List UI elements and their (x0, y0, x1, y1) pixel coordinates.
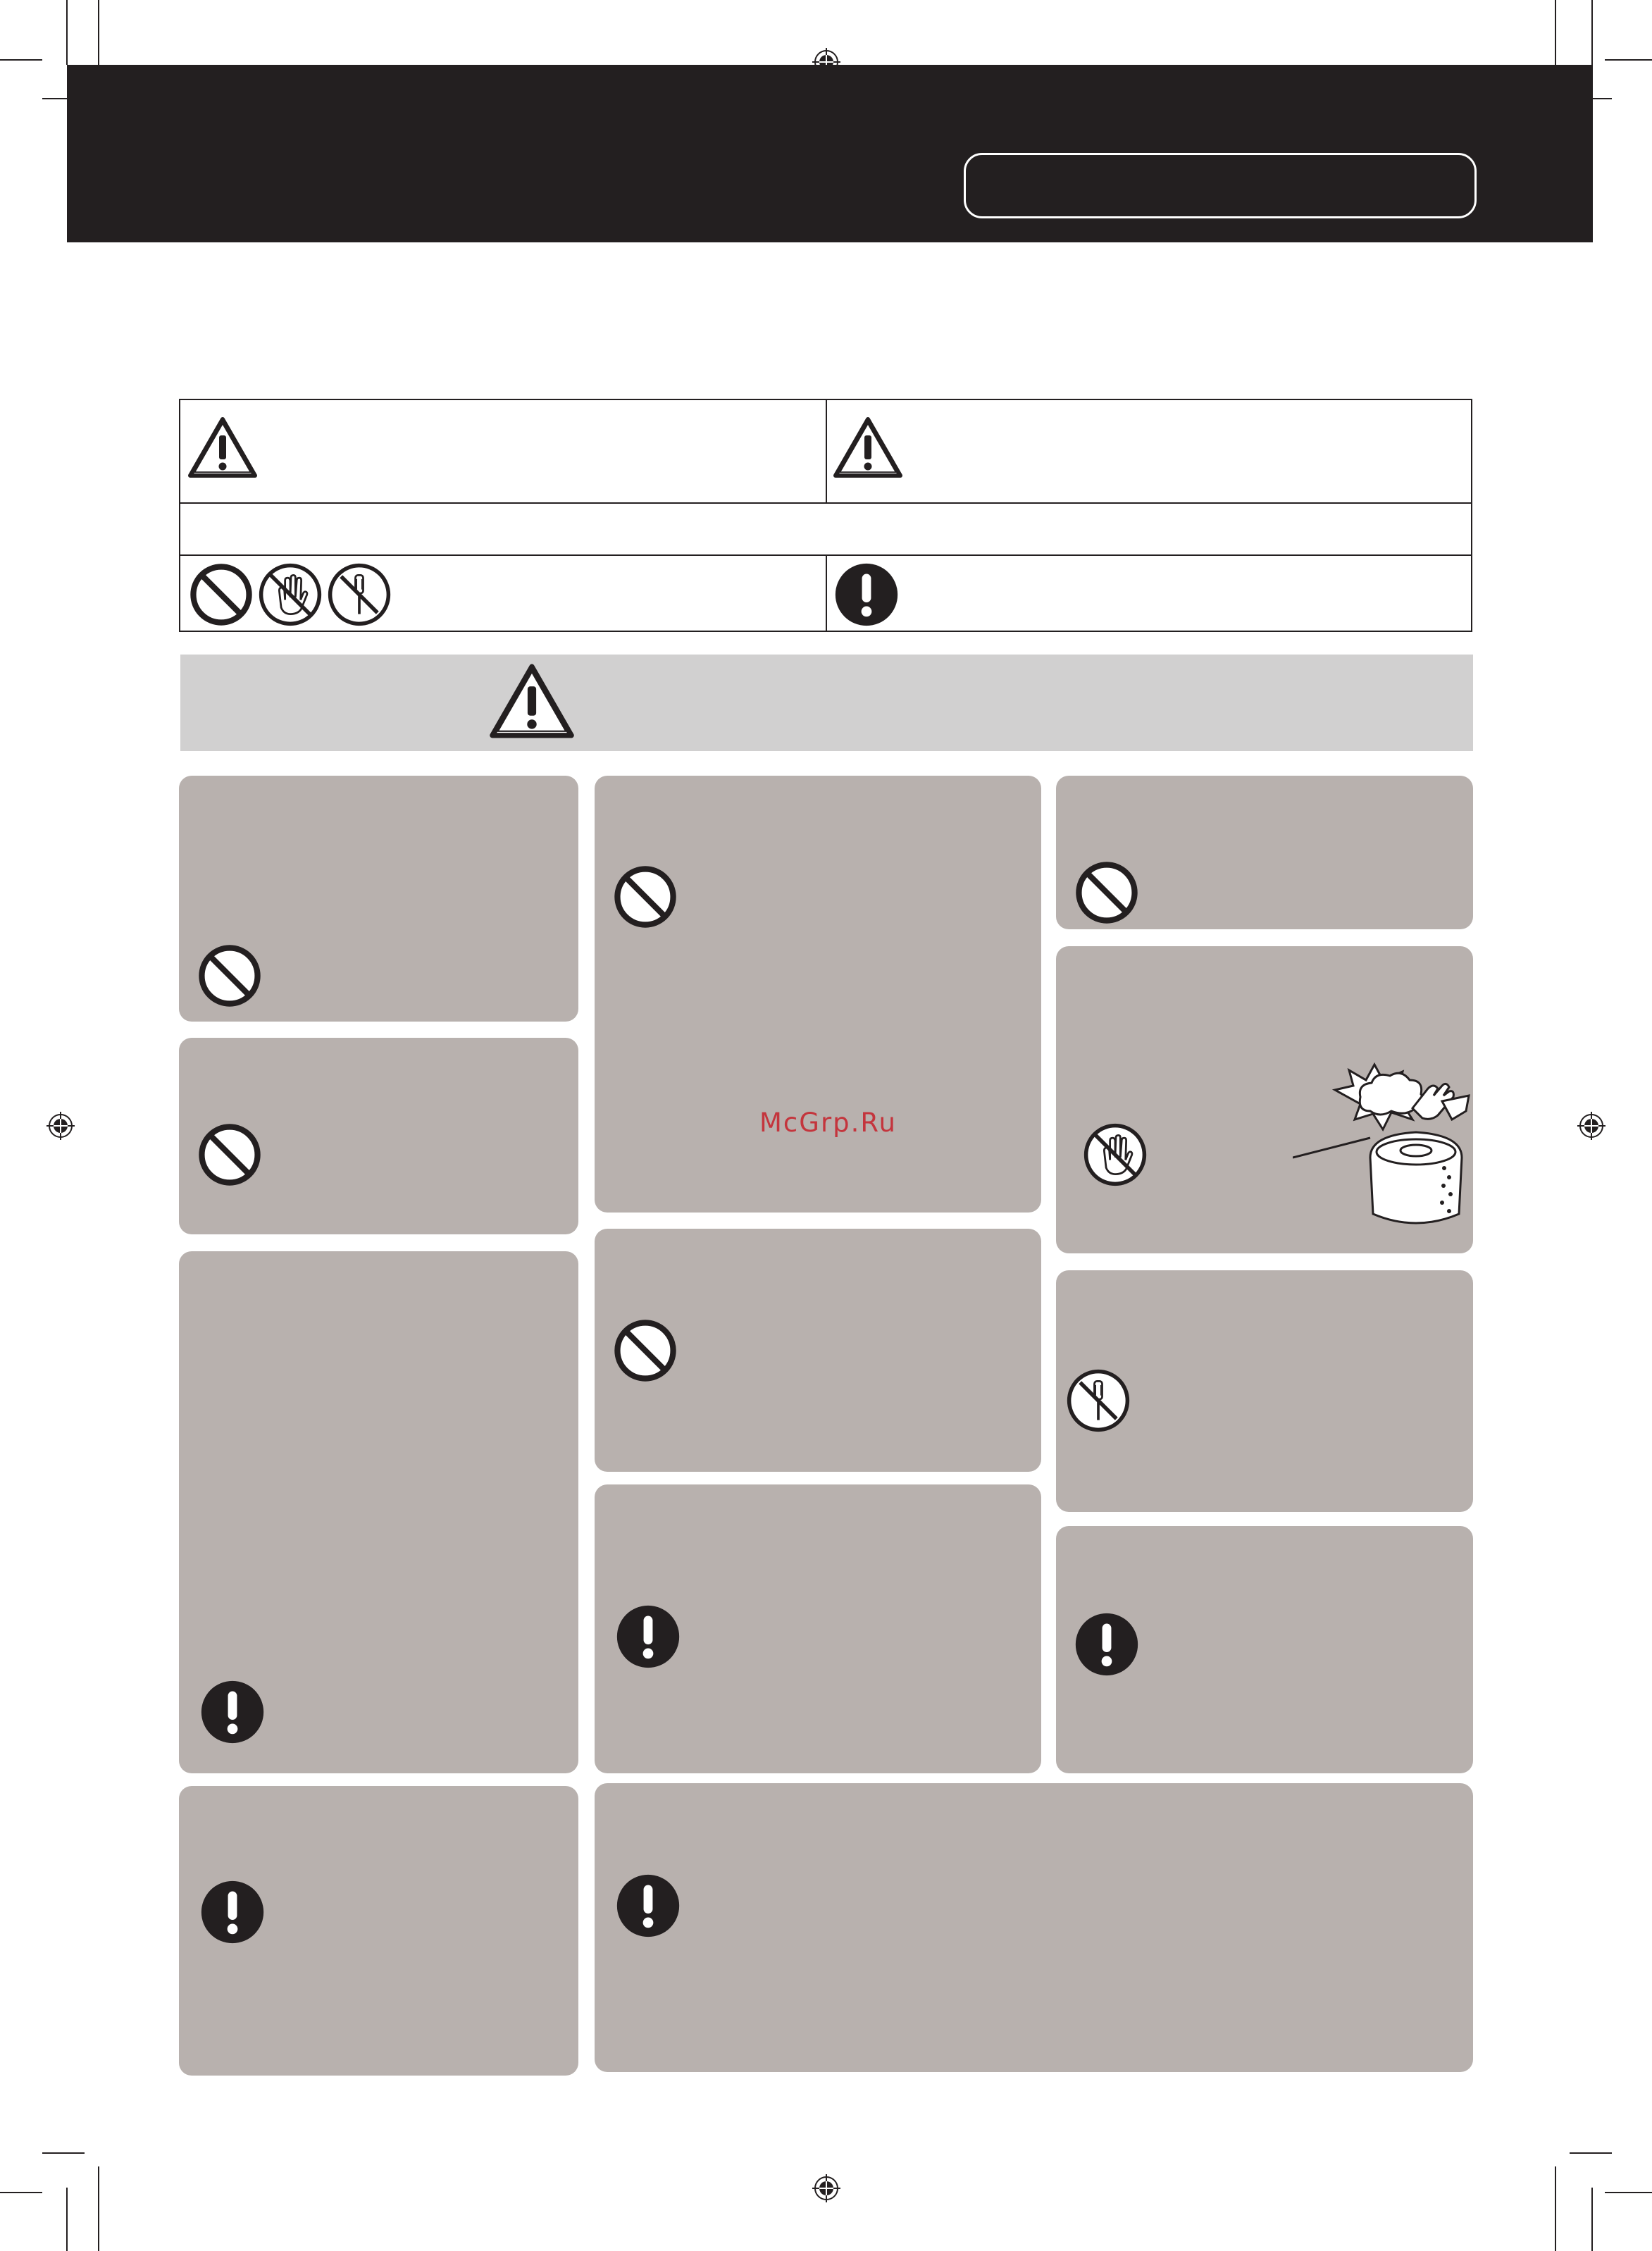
safety-panel (179, 1786, 578, 2076)
mandatory-exclamation-icon (1074, 1612, 1139, 1677)
symbol-legend-table (179, 399, 1472, 632)
header-title-box (964, 153, 1477, 218)
safety-panel (1056, 1270, 1473, 1512)
safety-panel (1056, 1526, 1473, 1773)
safety-panel (595, 1484, 1041, 1773)
crop-mark (1605, 2192, 1652, 2193)
no-touch-hand-icon (258, 562, 323, 627)
prohibition-icon (1074, 860, 1139, 925)
warning-banner (180, 655, 1473, 751)
mandatory-exclamation-icon (616, 1604, 681, 1669)
safety-panel (595, 776, 1041, 1213)
mandatory-exclamation-icon (200, 1880, 265, 1945)
crop-mark (66, 2188, 68, 2251)
crop-mark (1570, 2152, 1612, 2154)
crop-mark (0, 2192, 42, 2193)
no-touch-hand-icon (1083, 1122, 1148, 1187)
crop-mark (1591, 0, 1593, 65)
registration-mark-icon (1577, 1112, 1606, 1140)
legend-divider (826, 554, 827, 632)
safety-panel (1056, 946, 1473, 1253)
mandatory-exclamation-icon (616, 1873, 681, 1938)
no-disassembly-icon (327, 562, 392, 627)
crop-mark (1605, 59, 1652, 61)
warning-triangle-icon (489, 662, 575, 740)
warning-triangle-icon (187, 416, 258, 479)
safety-panel (179, 1038, 578, 1234)
crop-mark (98, 2166, 99, 2251)
legend-divider (826, 400, 827, 502)
prohibition-icon (197, 943, 262, 1008)
crop-mark (1555, 2166, 1556, 2251)
legend-divider (180, 502, 1471, 504)
crop-mark (66, 0, 68, 65)
prohibition-icon (197, 1122, 262, 1187)
registration-mark-icon (812, 2174, 840, 2202)
crop-mark (0, 59, 42, 61)
no-disassembly-icon (1066, 1368, 1131, 1433)
watermark-text: McGrp.Ru (759, 1108, 897, 1138)
prohibition-icon (189, 562, 254, 627)
mandatory-exclamation-icon (834, 562, 899, 627)
warning-triangle-icon (833, 416, 903, 479)
rice-cooker-steam-illustration (1293, 1052, 1476, 1242)
safety-panel (595, 1783, 1473, 2072)
safety-panel (179, 776, 578, 1022)
safety-panel (595, 1229, 1041, 1472)
registration-mark-icon (46, 1112, 75, 1140)
crop-mark (1591, 2188, 1593, 2251)
prohibition-icon (613, 864, 678, 929)
prohibition-icon (613, 1318, 678, 1383)
safety-panel (1056, 776, 1473, 929)
crop-mark (42, 2152, 85, 2154)
safety-panel (179, 1251, 578, 1773)
mandatory-exclamation-icon (200, 1680, 265, 1744)
